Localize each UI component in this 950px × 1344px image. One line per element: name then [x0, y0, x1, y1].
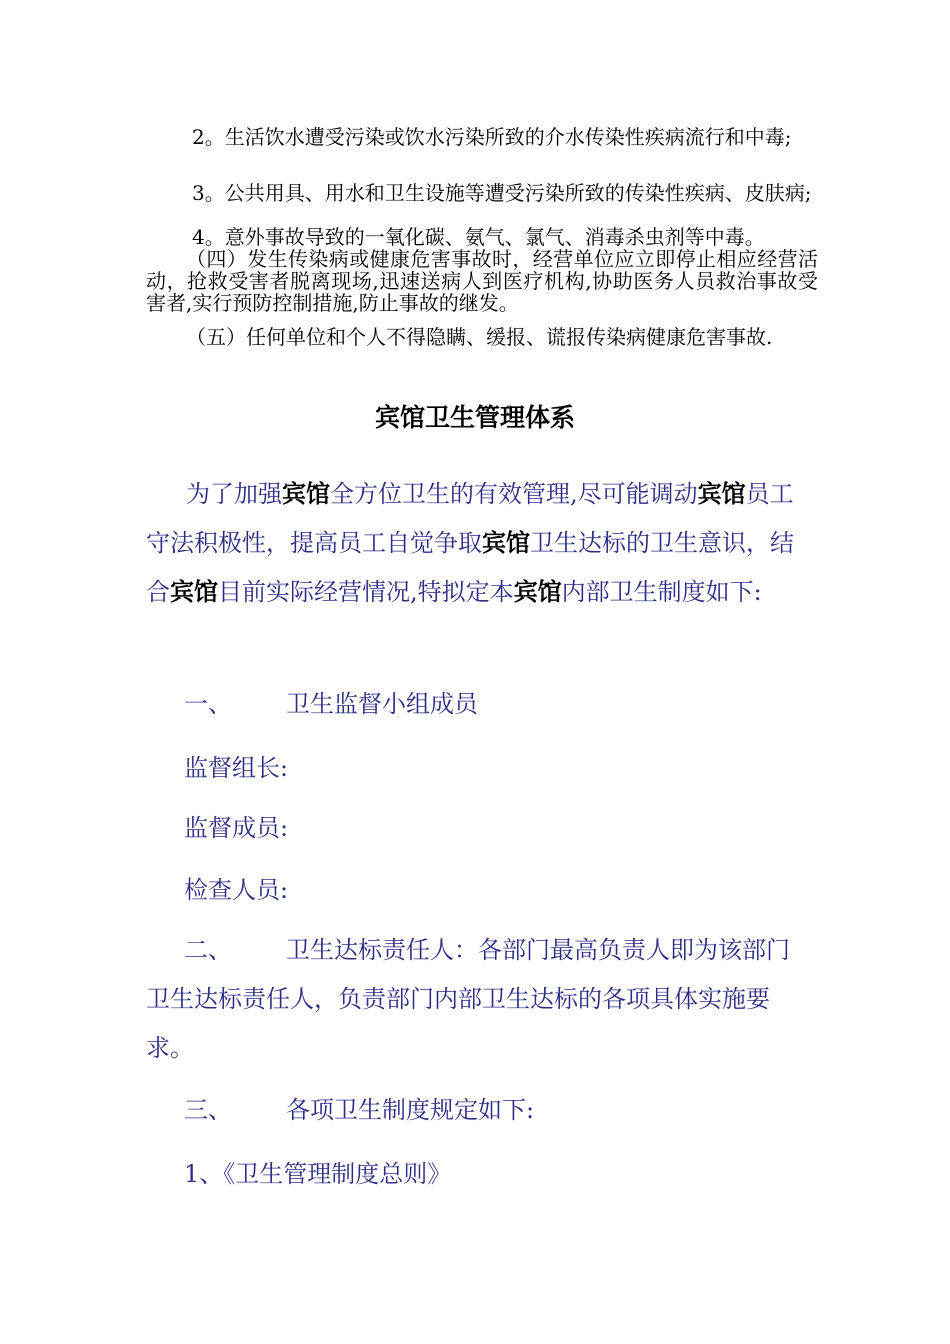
clause-four: （四）发生传染病或健康危害事故时，经营单位应立即停止相应经营活动，抢救受害者脱离现场,迅速送病人到医疗机构,协助医务人员救治事故受害者,实行预防控制措施,防止事故的继发。 — [146, 247, 818, 315]
clause-2: 2。生活饮水遭受污染或饮水污染所致的介水传染性疾病流行和中毒; — [192, 125, 792, 149]
clause-five: （五）任何单位和个人不得隐瞒、缓报、谎报传染病健康危害事故. — [186, 325, 773, 349]
field-leader: 监督组长: — [184, 754, 289, 782]
hotel-highlight: 宾馆 — [282, 480, 330, 508]
section-number: 三、 — [184, 1096, 232, 1124]
item-1: 1、《卫生管理制度总则》 — [184, 1160, 452, 1188]
section-title: 各项卫生制度规定如下: — [286, 1096, 535, 1124]
intro-text: 为了加强 — [186, 480, 282, 508]
section-3-heading — [184, 1086, 846, 1135]
section-2-paragraph — [146, 926, 808, 1073]
clause-3: 3。公共用具、用水和卫生设施等遭受污染所致的传染性疾病、皮肤病; — [192, 181, 812, 205]
section-text: 卫生达标责任人：各部门最高负责人即为该部门卫生达标责任人，负责部门内部卫生达标的各项具体实施要求。 — [146, 936, 790, 1062]
section-number: 一、 — [184, 690, 232, 718]
intro-text: 卫生达标的卫生意识，结合 — [146, 529, 794, 606]
intro-text: 目前实际经营情况,特拟定本 — [218, 578, 514, 606]
hotel-highlight: 宾馆 — [513, 578, 562, 606]
section-title: 卫生监督小组成员 — [286, 690, 478, 718]
intro-text: 全方位卫生的有效管理,尽可能调动 — [330, 480, 698, 508]
intro-text: 内部卫生制度如下: — [561, 578, 762, 606]
hotel-highlight: 宾馆 — [482, 529, 530, 557]
hotel-highlight: 宾馆 — [170, 578, 218, 606]
section-number: 二、 — [184, 936, 232, 964]
page-title: 宾馆卫生管理体系 — [374, 403, 575, 432]
field-members: 监督成员: — [184, 814, 289, 842]
field-inspectors: 检查人员: — [184, 876, 289, 904]
clause-4: 4。意外事故导致的一氧化碳、氨气、氯气、消毒杀虫剂等中毒。 — [192, 225, 765, 249]
intro-text: 员工守法积极性，提高员工自觉争取 — [146, 480, 794, 557]
hotel-highlight: 宾馆 — [697, 480, 746, 508]
intro-paragraph — [146, 470, 808, 617]
section-1-heading — [184, 680, 846, 729]
